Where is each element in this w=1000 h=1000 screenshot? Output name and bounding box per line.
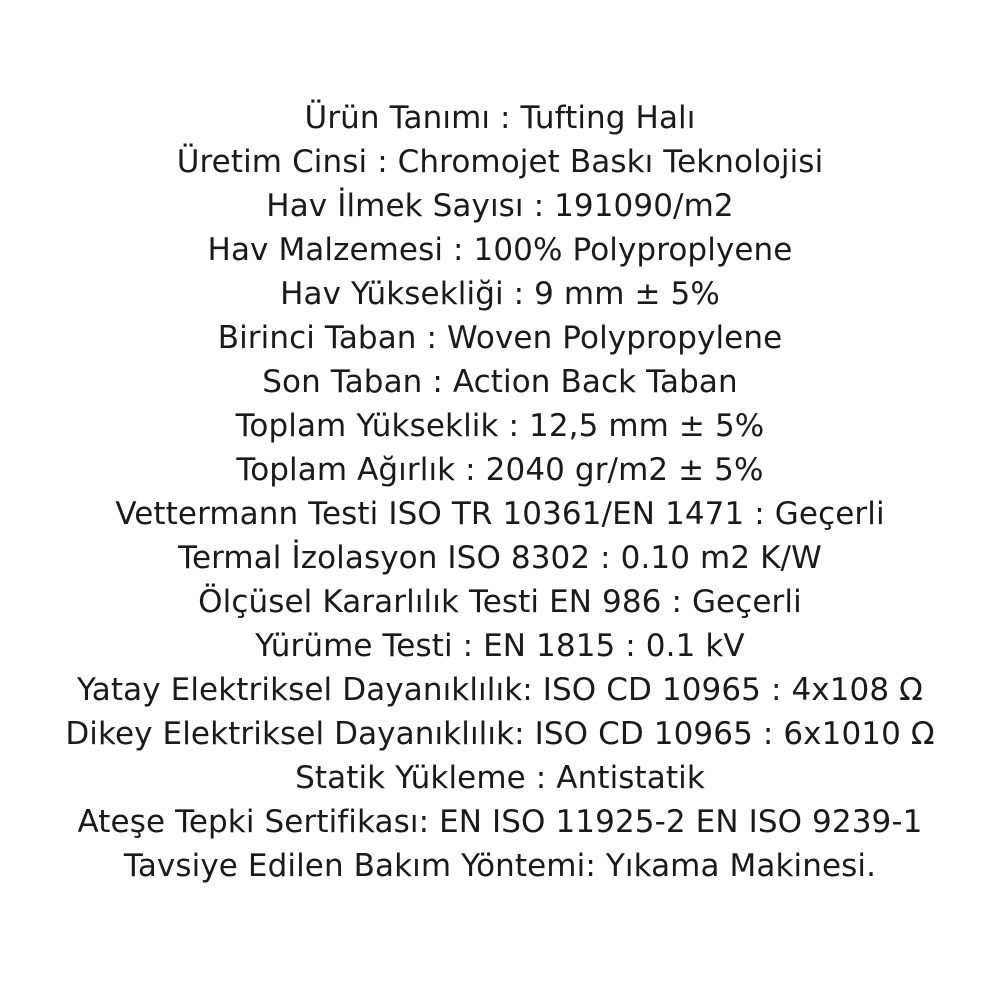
spec-line-termal-izolasyon: Termal İzolasyon ISO 8302 : 0.10 m2 K/W xyxy=(178,540,822,576)
spec-line-tavsiye-edilen-bakim-yontemi: Tavsiye Edilen Bakım Yöntemi: Yıkama Makinesi. xyxy=(123,848,877,884)
spec-line-olcusel-kararlilik-testi: Ölçüsel Kararlılık Testi EN 986 : Geçerli xyxy=(198,584,802,620)
spec-line-yatay-elektriksel-dayaniklilik: Yatay Elektriksel Dayanıklılık: ISO CD 10965 : 4x108 Ω xyxy=(77,672,923,708)
spec-line-hav-malzemesi: Hav Malzemesi : 100% Polyproplyene xyxy=(207,232,793,268)
spec-line-urun-tanimi: Ürün Tanımı : Tufting Halı xyxy=(304,100,696,136)
spec-line-toplam-yukseklik: Toplam Yükseklik : 12,5 mm ± 5% xyxy=(235,408,765,444)
spec-line-uretim-cinsi: Üretim Cinsi : Chromojet Baskı Teknolojisi xyxy=(176,144,824,180)
spec-line-atese-tepki-sertifikasi: Ateşe Tepki Sertifikası: EN ISO 11925-2 EN ISO 9239-1 xyxy=(77,804,923,840)
spec-line-yurume-testi: Yürüme Testi : EN 1815 : 0.1 kV xyxy=(255,628,745,664)
spec-line-dikey-elektriksel-dayaniklilik: Dikey Elektriksel Dayanıklılık: ISO CD 10965 : 6x1010 Ω xyxy=(65,716,935,752)
spec-line-statik-yukleme: Statik Yükleme : Antistatik xyxy=(295,760,705,796)
spec-line-son-taban: Son Taban : Action Back Taban xyxy=(262,364,738,400)
spec-line-hav-ilmek-sayisi: Hav İlmek Sayısı : 191090/m2 xyxy=(266,188,734,224)
spec-line-vettermann-testi: Vettermann Testi ISO TR 10361/EN 1471 : Geçerli xyxy=(115,496,885,532)
spec-line-toplam-agirlik: Toplam Ağırlık : 2040 gr/m2 ± 5% xyxy=(236,452,764,488)
spec-line-hav-yuksekligi: Hav Yüksekliği : 9 mm ± 5% xyxy=(280,276,720,312)
spec-line-birinci-taban: Birinci Taban : Woven Polypropylene xyxy=(217,320,783,356)
